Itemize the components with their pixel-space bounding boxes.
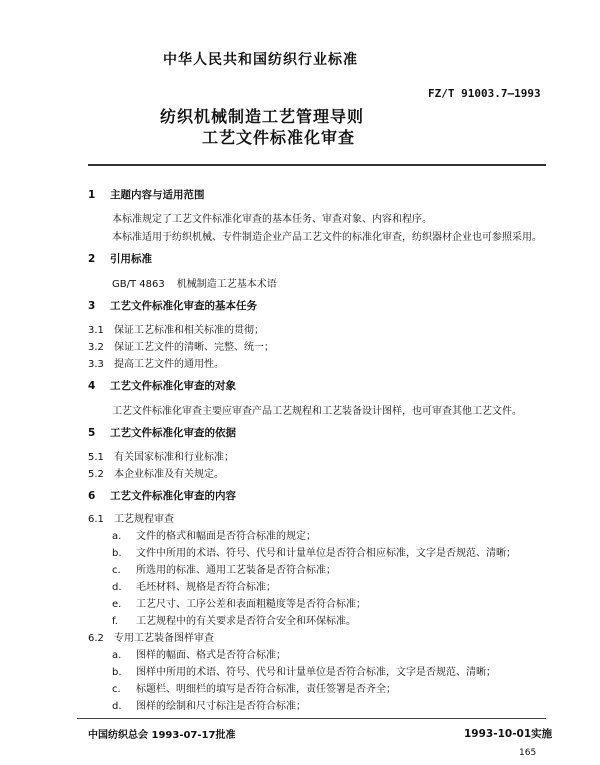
subsection-number: 6.2 [88, 633, 104, 644]
list-item [112, 578, 276, 593]
list-item [88, 338, 274, 353]
list-item [112, 527, 316, 542]
effective-date: 1993-10-01实施 [464, 728, 553, 740]
section-5-heading [88, 425, 236, 440]
section-number: 1 [88, 189, 96, 201]
section-1-heading [88, 187, 205, 202]
section-2-heading [88, 251, 152, 266]
item-text: 图样的绘制和尺寸标注是否符合标准； [136, 701, 306, 712]
item-letter: f. [112, 616, 118, 627]
list-item [112, 595, 366, 610]
item-letter: c. [112, 565, 121, 576]
item-letter: a. [112, 650, 122, 661]
section-number: 5 [88, 427, 96, 439]
document-title-line1: 纺织机械制造工艺管理导则 [160, 107, 365, 126]
item-letter: d. [112, 582, 122, 593]
item-text: 图样的幅面、格式是否符合标准； [136, 650, 286, 661]
item-letter: b. [112, 548, 122, 559]
header-divider [88, 164, 546, 166]
list-item [112, 697, 306, 712]
subsection-6-2-heading [88, 629, 214, 644]
section-1-paragraph-2: 本标准适用于纺织机械、专件制造企业产品工艺文件的标准化审查，纺织器材企业也可参照采用。 [112, 232, 542, 243]
item-text: 提高工艺文件的通用性。 [114, 359, 224, 370]
list-item [112, 663, 496, 678]
section-1-paragraph-1: 本标准规定了工艺文件标准化审查的基本任务、审查对象、内容和程序。 [112, 214, 432, 225]
reference-standard [112, 275, 277, 290]
item-number: 3.3 [88, 359, 104, 370]
section-title: 主题内容与适用范围 [110, 189, 205, 201]
item-text: 图样中所用的术语、符号、代号和计量单位是否符合标准，文字是否规范、清晰； [136, 667, 496, 678]
list-item [112, 680, 396, 695]
item-text: 标题栏、明细栏的填写是否符合标准，责任签署是否齐全； [136, 684, 396, 695]
subsection-title: 专用工艺装备图样审查 [114, 633, 214, 644]
subsection-number: 6.1 [88, 514, 104, 525]
section-number: 4 [88, 380, 96, 392]
section-number: 2 [88, 253, 96, 265]
list-item [88, 355, 224, 370]
section-3-heading [88, 298, 257, 313]
list-item [88, 321, 264, 336]
item-text: 文件中所用的术语、符号、代号和计量单位是否符合相应标准，文字是否规范、清晰； [136, 548, 516, 559]
item-text: 保证工艺文件的清晰、完整、统一； [114, 342, 274, 353]
document-title-line2: 工艺文件标准化审查 [202, 128, 356, 147]
page-number: 165 [519, 748, 537, 758]
list-item [88, 465, 224, 480]
section-title: 引用标准 [110, 253, 152, 265]
issuer-title: 中华人民共和国纺织行业标准 [163, 52, 358, 68]
section-title: 工艺文件标准化审查的内容 [110, 490, 236, 502]
item-text: 毛坯材料、规格是否符合标准； [136, 582, 276, 593]
item-text: 所选用的标准、通用工艺装备是否符合标准； [136, 565, 336, 576]
list-item [112, 544, 516, 559]
section-title: 工艺文件标准化审查的依据 [110, 427, 236, 439]
subsection-title: 工艺规程审查 [114, 514, 174, 525]
standard-code: FZ/T 91003.7—1993 [428, 87, 541, 100]
item-text: 本企业标准及有关规定。 [114, 469, 224, 480]
item-number: 3.2 [88, 342, 104, 353]
item-text: 保证工艺标准和相关标准的贯彻； [114, 325, 264, 336]
section-title: 工艺文件标准化审查的对象 [110, 380, 236, 392]
item-text: 有关国家标准和行业标准； [114, 452, 234, 463]
item-text: 工艺规程中的有关要求是否符合安全和环保标准。 [136, 616, 356, 627]
subsection-6-1-heading [88, 510, 174, 525]
list-item [112, 561, 336, 576]
item-number: 5.1 [88, 452, 104, 463]
item-letter: a. [112, 531, 122, 542]
item-text: 工艺尺寸、工序公差和表面粗糙度等是否符合标准； [136, 599, 366, 610]
section-6-heading [88, 488, 236, 503]
item-letter: d. [112, 701, 122, 712]
item-letter: c. [112, 684, 121, 695]
section-4-paragraph: 工艺文件标准化审查主要应审查产品工艺规程和工艺装备设计图样，也可审查其他工艺文件。 [112, 406, 522, 417]
list-item [112, 612, 356, 627]
item-number: 3.1 [88, 325, 104, 336]
item-letter: b. [112, 667, 122, 678]
section-title: 工艺文件标准化审查的基本任务 [110, 300, 257, 312]
item-text: 文件的格式和幅面是否符合标准的规定； [136, 531, 316, 542]
section-number: 3 [88, 300, 96, 312]
item-number: 5.2 [88, 469, 104, 480]
reference-name: 机械制造工艺基本术语 [176, 279, 277, 290]
section-number: 6 [88, 490, 96, 502]
reference-code: GB/T 4863 [112, 279, 165, 290]
item-letter: e. [112, 599, 122, 610]
footer-divider [77, 718, 546, 719]
approval-text: 中国纺织总会 1993-07-17批准 [88, 730, 236, 741]
list-item [112, 646, 286, 661]
list-item [88, 448, 234, 463]
section-4-heading [88, 378, 236, 393]
